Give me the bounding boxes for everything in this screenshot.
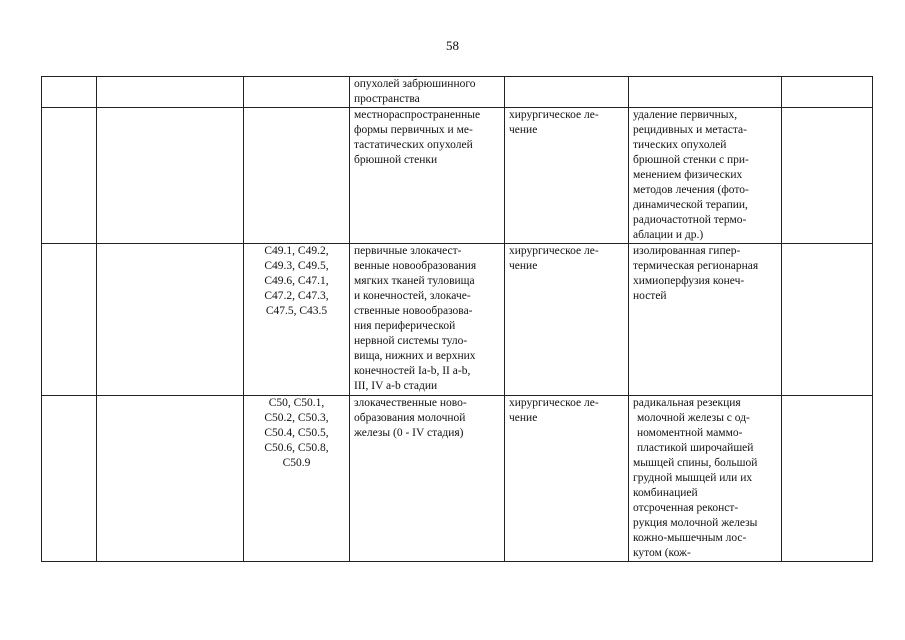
cell-line: методов лечения (фото- — [633, 184, 749, 196]
cell-line: чение — [509, 412, 538, 424]
cell-line: кутом (кож- — [633, 547, 691, 559]
cell-line: ностей — [633, 290, 667, 302]
cell-line: мягких тканей туловища — [354, 275, 475, 287]
cell-line: C50, C50.1, — [268, 397, 325, 409]
cell-line: конечностей Ia-b, II a-b, — [354, 365, 471, 377]
cell-line: чение — [509, 124, 538, 136]
diagnosis-cell — [350, 396, 505, 562]
method-cell — [629, 396, 782, 562]
cell-line: динамической терапии, — [633, 199, 748, 211]
cell-line: тических опухолей — [633, 139, 727, 151]
cell-line: рецидивных и метаста- — [633, 124, 747, 136]
diagnosis-cell — [350, 108, 505, 244]
cell-line: ственные новообразова- — [354, 305, 473, 317]
number-cell — [42, 77, 97, 108]
cell-line: брюшной стенки — [354, 154, 438, 166]
cell-line: C49.3, C49.5, — [264, 260, 329, 272]
cell-line: опухолей забрюшинного — [354, 78, 476, 90]
table-row — [42, 396, 873, 562]
extra-cell — [782, 77, 873, 108]
cell-line: рукция молочной железы — [633, 517, 758, 529]
method-cell — [629, 77, 782, 108]
cell-line: C47.5, C43.5 — [265, 305, 328, 317]
group-cell — [97, 396, 244, 562]
cell-line: формы первичных и ме- — [354, 124, 473, 136]
diagnosis-cell — [350, 244, 505, 396]
cell-line: нервной системы туло- — [354, 335, 468, 347]
table-row — [42, 244, 873, 396]
cell-line: удаление первичных, — [633, 109, 738, 121]
cell-line: молочной железы с од- — [637, 412, 750, 424]
cell-line: местнораспространенные — [354, 109, 481, 121]
number-cell — [42, 396, 97, 562]
cell-line: ния периферической — [354, 320, 456, 332]
extra-cell — [782, 396, 873, 562]
extra-cell — [782, 244, 873, 396]
group-cell — [97, 244, 244, 396]
cell-line: злокачественные ново- — [354, 397, 467, 409]
table-row — [42, 77, 873, 108]
page-number: 58 — [446, 38, 459, 53]
cell-line: C50.9 — [282, 457, 311, 469]
cell-line: номоментной маммо- — [637, 427, 743, 439]
group-cell — [97, 108, 244, 244]
cell-line: C50.2, C50.3, — [264, 412, 329, 424]
group-cell — [97, 77, 244, 108]
procedures-table — [41, 76, 873, 562]
table-row — [42, 108, 873, 244]
cell-line: C49.6, C47.1, — [264, 275, 329, 287]
cell-line: железы (0 - IV стадия) — [354, 427, 464, 439]
codes-cell — [244, 244, 350, 396]
cell-line: тастатических опухолей — [354, 139, 473, 151]
treatment-cell — [505, 396, 629, 562]
number-cell — [42, 244, 97, 396]
cell-line: C47.2, C47.3, — [264, 290, 329, 302]
cell-line: C49.1, C49.2, — [264, 245, 329, 257]
cell-line: термическая регионарная — [633, 260, 759, 272]
cell-line: хирургическое ле- — [509, 397, 599, 409]
treatment-cell — [505, 77, 629, 108]
method-cell — [629, 244, 782, 396]
codes-cell — [244, 108, 350, 244]
cell-line: C50.6, C50.8, — [264, 442, 329, 454]
method-cell — [629, 108, 782, 244]
treatment-cell — [505, 244, 629, 396]
cell-line: C50.4, C50.5, — [264, 427, 329, 439]
treatment-cell — [505, 108, 629, 244]
cell-line: грудной мышцей или их — [633, 472, 753, 484]
cell-line: брюшной стенки с при- — [633, 154, 749, 166]
number-cell — [42, 108, 97, 244]
cell-line: мышцей спины, большой — [633, 457, 758, 469]
cell-line: венные новообразования — [354, 260, 477, 272]
cell-line: первичные злокачест- — [354, 245, 462, 257]
cell-line: радикальная резекция — [633, 397, 741, 409]
cell-line: и конечностей, злокаче- — [354, 290, 471, 302]
cell-line: III, IV a-b стадии — [354, 380, 438, 392]
extra-cell — [782, 108, 873, 244]
cell-line: чение — [509, 260, 538, 272]
cell-line: хирургическое ле- — [509, 109, 599, 121]
diagnosis-cell — [350, 77, 505, 108]
cell-line: комбинацией — [633, 487, 698, 499]
cell-line: кожно-мышечным лос- — [633, 532, 747, 544]
cell-line: пластикой широчайшей — [637, 442, 754, 454]
codes-cell — [244, 77, 350, 108]
cell-line: менением физических — [633, 169, 743, 181]
cell-line: радиочастотной термо- — [633, 214, 747, 226]
cell-line: изолированная гипер- — [633, 245, 741, 257]
cell-line: хирургическое ле- — [509, 245, 599, 257]
cell-line: отсроченная реконст- — [633, 502, 739, 514]
cell-line: образования молочной — [354, 412, 466, 424]
cell-line: вища, нижних и верхних — [354, 350, 476, 362]
codes-cell — [244, 396, 350, 562]
cell-line: химиоперфузия конеч- — [633, 275, 745, 287]
cell-line: пространства — [354, 93, 420, 105]
cell-line: аблации и др.) — [633, 229, 704, 241]
